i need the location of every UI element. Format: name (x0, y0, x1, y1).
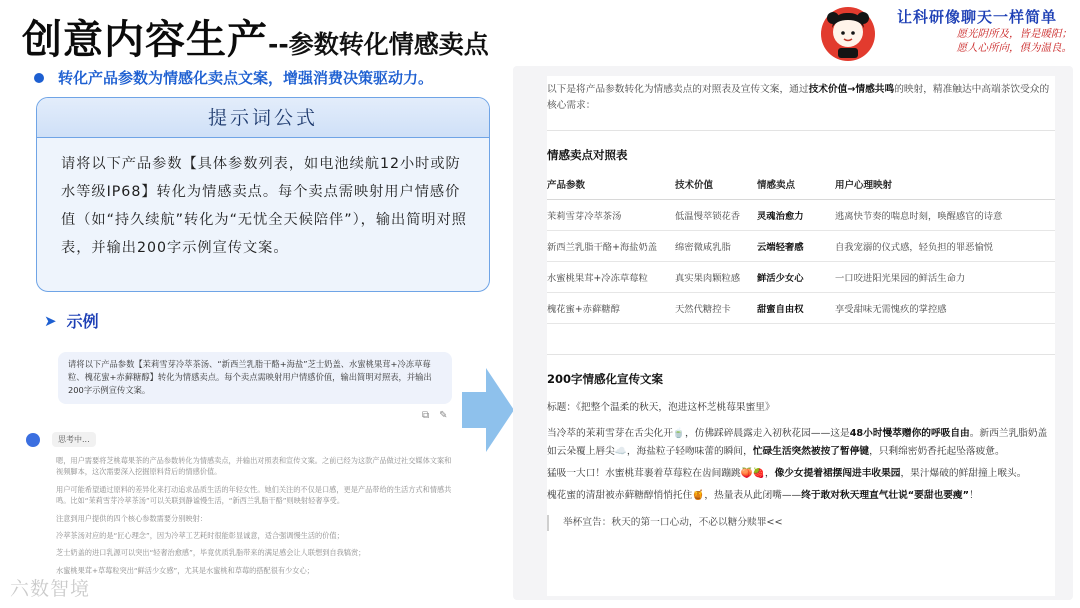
ad-text: 猛吸一大口！水蜜桃茸裹着草莓粒在齿间蹦跳🍑🍓， (547, 468, 775, 479)
bullet-arrow-icon: ➤ (44, 311, 57, 330)
table-cell: 一口咬进阳光果园的鲜活生命力 (835, 262, 1055, 293)
ad-text: ！ (968, 490, 979, 501)
formula-header: 提示词公式 (37, 98, 489, 138)
ad-text: ，只剩绵密奶香托起坠落疲惫。 (869, 446, 1005, 457)
table-cell: 享受甜味无需愧疚的掌控感 (835, 293, 1055, 324)
table-cell: 槐花蜜+赤藓糖醇 (547, 293, 675, 324)
table-cell: 逃离快节奏的喘息时刻，唤醒感官的诗意 (835, 200, 1055, 231)
table-cell: 水蜜桃果茸+冷冻草莓粒 (547, 262, 675, 293)
message-actions (422, 410, 448, 421)
page-title (22, 8, 489, 65)
formula-body: 请将以下产品参数【具体参数列表，如电池续航12小时或防水等级IP68】转化为情感卖点。每个卖点需映射用户情感价值（如“持久续航”转化为“无忧全天候陪伴”），输出简明对照表，并输出200字示例宣传文案。 (61, 156, 467, 256)
ai-line: 芝士奶盖的进口乳源可以突出“轻奢治愈感”，毕竟优质乳脂带来的满足感会让人联想到自我犒赏； (56, 548, 366, 558)
table-header-row (547, 177, 1055, 200)
table-row (547, 231, 1055, 262)
table-row (547, 262, 1055, 293)
result-content (547, 76, 1055, 596)
ad-bold: 终于敢对秋天理直气壮说“要甜也要瘦” (801, 490, 969, 501)
ad-paragraph-2 (547, 465, 1055, 483)
user-prompt-bubble: 请将以下产品参数【茉莉雪芽冷萃茶汤、“新西兰乳脂干酪+海盐”芝士奶盖、水蜜桃果茸+冷冻草莓粒、槐花蜜+赤藓糖醇】转化为情感卖点。每个卖点需映射用户情感价值，输出简明对照表，并输出200字示例宣传文案。 (58, 352, 452, 404)
intro-bold: 技术价值→情感共鸣 (808, 84, 895, 95)
intro-text (547, 82, 1055, 114)
table-row (547, 293, 1055, 324)
divider (547, 130, 1055, 131)
ai-line: 嗯，用户需要将芝桃莓果茶的产品参数转化为情感卖点，并输出对照表和宣传文案。之前已经为这款产品做过社交媒体文案和视频脚本，这次需要深入挖掘原料背后的情感价值。 (56, 456, 452, 477)
ad-bold: 忙碌生活突然被按了暂停键 (752, 446, 870, 457)
table-cell: 茉莉雪芽冷萃茶汤 (547, 200, 675, 231)
table-cell: 新西兰乳脂干酪+海盐奶盖 (547, 231, 675, 262)
ai-thinking-text (56, 455, 456, 582)
column-header: 用户心理映射 (835, 177, 1055, 200)
edit-icon[interactable]: ✎ (439, 410, 448, 421)
ad-bold: 48小时慢萃赠你的呼吸自由 (849, 428, 970, 439)
ad-quote: 举杯宣告：秋天的第一口心动，不必以糖分赎罪<< (547, 515, 1055, 531)
column-header: 技术价值 (675, 177, 757, 200)
prompt-formula-card (36, 97, 490, 292)
example-label: 示例 (66, 312, 99, 331)
ai-line: 水蜜桃果茸+草莓粒突出“鲜活少女感”，尤其是水蜜桃和草莓的搭配很有少女心； (56, 565, 314, 575)
table-cell: 甜蜜自由权 (757, 293, 835, 324)
column-header: 产品参数 (547, 177, 675, 200)
copy-icon[interactable]: ⧉ (422, 410, 430, 421)
table-cell: 自我宠溺的仪式感，轻负担的罪恶愉悦 (835, 231, 1055, 262)
ad-paragraph-1 (547, 425, 1055, 461)
bullet-text: 转化产品参数为情感化卖点文案，增强消费决策驱动力。 (58, 69, 434, 87)
watermark-logo: 六数智境 (10, 578, 91, 600)
title-main: 创意内容生产 (22, 17, 268, 63)
ad-text: ，果汁爆破的鲜甜撞上喉头。 (900, 468, 1027, 479)
title-sub: --参数转化情感卖点 (268, 30, 489, 59)
ad-text: 。新西兰乳脂奶盖如云朵覆上唇尖☁️，海盐粒子轻吻味蕾的瞬间， (547, 428, 1048, 457)
ai-logo-icon (26, 433, 40, 447)
bullet-dot-icon (34, 73, 44, 83)
table-cell: 鲜活少女心 (757, 262, 835, 293)
brand-block (820, 4, 1072, 70)
ai-line: 冷萃茶汤对应的是“匠心理念”，因为冷萃工艺耗时很能彰显诚意，适合强调慢生活的价值； (56, 531, 344, 541)
result-panel (513, 66, 1073, 600)
table-row (547, 200, 1055, 231)
example-heading (44, 309, 99, 332)
ai-response-header (26, 432, 96, 447)
brand-text (882, 6, 1072, 55)
table-cell: 天然代糖控卡 (675, 293, 757, 324)
brand-line-1: 愿光阴所及，皆是暖阳； (956, 28, 1072, 40)
bullet-point (34, 67, 433, 88)
ad-text: 槐花蜜的清甜被赤藓糖醇悄悄托住🍯，热量表从此闭嘴—— (547, 490, 802, 501)
intro-post: 的映射，精准触达中高端茶饮受众的核心需求： (547, 84, 1050, 111)
ad-bold: 像少女提着裙摆闯进丰收果园 (774, 468, 901, 479)
brand-line-2: 愿人心所向，俱为温良。 (956, 42, 1072, 54)
ai-line: 注意到用户提供的四个核心参数需要分别映射： (56, 513, 207, 523)
ad-heading: 标题：《把整个温柔的秋天，泡进这杯芝桃莓果蜜里》 (547, 402, 775, 413)
table-title: 情感卖点对照表 (547, 148, 628, 162)
intro-pre: 以下是将产品参数转化为情感卖点的对照表及宣传文案，通过 (547, 84, 809, 95)
table-cell: 云端轻奢感 (757, 231, 835, 262)
mascot-avatar (820, 4, 876, 62)
ad-section-title: 200字情感化宣传文案 (547, 372, 664, 386)
arrow-right-icon (462, 368, 514, 452)
table-cell: 灵魂治愈力 (757, 200, 835, 231)
table-cell: 低温慢萃锁花香 (675, 200, 757, 231)
table-cell: 绵密微咸乳脂 (675, 231, 757, 262)
ad-paragraph-3 (547, 487, 1055, 505)
selling-points-table (547, 177, 1055, 324)
thinking-toggle[interactable]: 思考中... (52, 432, 96, 447)
table-cell: 真实果肉颗粒感 (675, 262, 757, 293)
column-header: 情感卖点 (757, 177, 835, 200)
ai-line: 用户可能希望通过原料的差异化来打动追求品质生活的年轻女性。她们关注的不仅是口感，更是产品带给的生活方式和情感共鸣。比如“茉莉雪芽冷萃茶汤”可以关联到静谧慢生活，“新西兰乳脂干酪”则映射轻奢享受。 (56, 484, 452, 506)
ad-text: 当冷萃的茉莉雪芽在舌尖化开🍵，仿佛踩碎晨露走入初秋花园——这是 (547, 428, 850, 439)
brand-slogan: 让科研像聊天一样简单 (896, 8, 1057, 26)
divider (547, 354, 1055, 355)
